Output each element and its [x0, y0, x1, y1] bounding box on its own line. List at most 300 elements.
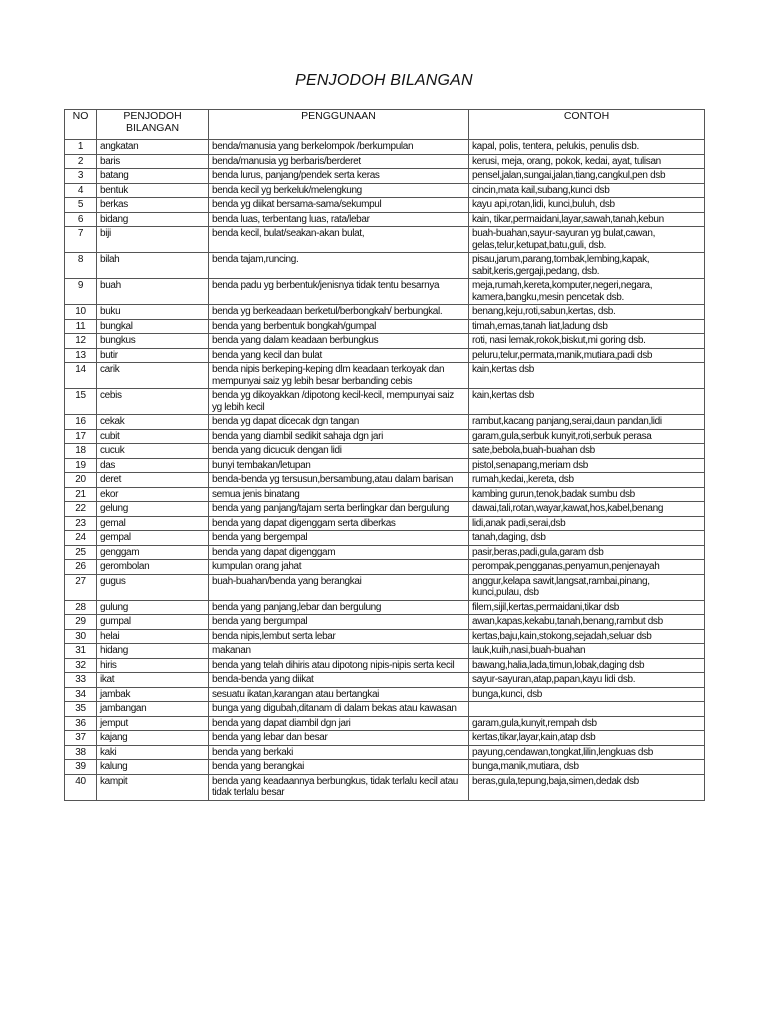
- penjodoh-cell-text: cucuk: [100, 445, 125, 456]
- penjodoh-cell-text: baris: [100, 155, 120, 167]
- row-number-text: 14: [75, 364, 86, 375]
- row-number-text: 1: [77, 141, 84, 152]
- penggunaan-cell-text: benda yang keadaannya berbungkus, tidak terlalu kecil atau tidak terlalu besar: [212, 775, 458, 798]
- table-row: [65, 702, 705, 717]
- contoh-cell: [469, 502, 705, 517]
- penjodoh-cell: [97, 502, 209, 517]
- row-number-text: 24: [75, 532, 86, 543]
- table-row: [65, 531, 705, 546]
- penggunaan-cell: [209, 140, 469, 155]
- penjodoh-cell-text: cubit: [100, 430, 120, 442]
- penggunaan-cell-text: benda yang berkaki: [212, 746, 293, 758]
- row-number-text: 23: [75, 517, 86, 529]
- penjodoh-cell-text: butir: [100, 349, 118, 361]
- row-number: [65, 629, 97, 644]
- penggunaan-cell: [209, 473, 469, 488]
- penggunaan-cell: [209, 516, 469, 531]
- penggunaan-cell-text: makanan: [212, 645, 251, 656]
- penjodoh-cell: [97, 279, 209, 305]
- row-number-text: 11: [75, 320, 86, 332]
- penggunaan-cell-text: benda yang berbentuk bongkah/gumpal: [212, 320, 377, 332]
- table-row: [65, 774, 705, 800]
- contoh-cell-text: sayur-sayuran,atap,papan,kayu lidi dsb.: [472, 674, 636, 685]
- penggunaan-cell: [209, 253, 469, 279]
- row-number: [65, 415, 97, 430]
- penjodoh-cell-text: jemput: [100, 717, 128, 729]
- contoh-cell: [469, 716, 705, 731]
- penjodoh-cell: [97, 227, 209, 253]
- row-number: [65, 227, 97, 253]
- row-number: [65, 600, 97, 615]
- penjodoh-cell: [97, 458, 209, 473]
- penggunaan-cell-text: benda yg diikat bersama-sama/sekumpul: [212, 199, 382, 210]
- row-number-text: 35: [75, 703, 86, 714]
- row-number-text: 40: [75, 775, 86, 787]
- penjodoh-cell: [97, 687, 209, 702]
- penggunaan-cell: [209, 629, 469, 644]
- table-row: [65, 574, 705, 600]
- penggunaan-cell-text: benda-benda yg tersusun,bersambung,atau dalam barisan: [212, 474, 454, 485]
- table-body: [65, 140, 705, 801]
- contoh-cell: [469, 615, 705, 630]
- penjodoh-cell: [97, 253, 209, 279]
- row-number: [65, 574, 97, 600]
- row-number: [65, 487, 97, 502]
- contoh-cell: [469, 389, 705, 415]
- table-row: [65, 615, 705, 630]
- penggunaan-cell: [209, 644, 469, 659]
- penjodoh-bilangan-table: [64, 109, 705, 801]
- penjodoh-cell: [97, 473, 209, 488]
- contoh-cell: [469, 774, 705, 800]
- penjodoh-cell-text: kalung: [100, 761, 128, 772]
- penjodoh-cell-text: helai: [100, 630, 120, 642]
- penggunaan-cell: [209, 600, 469, 615]
- table-row: [65, 716, 705, 731]
- table-row: [65, 487, 705, 502]
- row-number: [65, 716, 97, 731]
- penggunaan-cell-text: benda yang kecil dan bulat: [212, 349, 322, 361]
- table-header-row: [65, 110, 705, 140]
- penggunaan-cell-text: benda yang lebar dan besar: [212, 732, 328, 743]
- contoh-cell: [469, 305, 705, 320]
- row-number-text: 28: [75, 601, 86, 613]
- row-number: [65, 279, 97, 305]
- contoh-cell-text: awan,kapas,kekabu,tanah,benang,rambut dsb: [472, 616, 663, 627]
- penjodoh-cell: [97, 183, 209, 198]
- contoh-cell: [469, 473, 705, 488]
- row-number: [65, 183, 97, 198]
- row-number: [65, 348, 97, 363]
- header-contoh: CONTOH: [469, 110, 705, 140]
- row-number: [65, 429, 97, 444]
- contoh-cell-text: tanah,daging, dsb: [472, 532, 546, 543]
- penggunaan-cell-text: benda yang dapat diambil dgn jari: [212, 717, 351, 729]
- header-no: NO: [65, 110, 97, 140]
- row-number-text: 39: [75, 761, 86, 772]
- penjodoh-cell: [97, 487, 209, 502]
- contoh-cell-text: rumah,kedai,,kereta, dsb: [472, 474, 574, 485]
- penjodoh-cell-text: bungkal: [100, 320, 133, 332]
- table-row: [65, 319, 705, 334]
- contoh-cell-text: filem,sijil,kertas,permaidani,tikar dsb: [472, 601, 619, 613]
- penjodoh-cell-text: bidang: [100, 213, 128, 225]
- contoh-cell: [469, 444, 705, 459]
- header-penjodoh-bilangan: PENJODOH BILANGAN: [97, 110, 209, 140]
- penggunaan-cell: [209, 687, 469, 702]
- penggunaan-cell-text: benda luas, terbentang luas, rata/lebar: [212, 213, 370, 225]
- contoh-cell: [469, 227, 705, 253]
- contoh-cell: [469, 458, 705, 473]
- table-row: [65, 600, 705, 615]
- table-row: [65, 545, 705, 560]
- row-number: [65, 198, 97, 213]
- row-number: [65, 253, 97, 279]
- row-number-text: 16: [75, 416, 86, 427]
- contoh-cell-text: meja,rumah,kereta,komputer,negeri,negara, kamera,bangku,mesin pencetak dsb.: [472, 280, 653, 303]
- penggunaan-cell-text: benda yang bergempal: [212, 532, 308, 543]
- row-number-text: 21: [75, 488, 86, 500]
- penggunaan-cell: [209, 279, 469, 305]
- table-row: [65, 429, 705, 444]
- penggunaan-cell-text: benda yang dalam keadaan berbungkus: [212, 335, 379, 346]
- row-number-text: 32: [75, 659, 86, 671]
- penggunaan-cell: [209, 502, 469, 517]
- contoh-cell-text: pasir,beras,padi,gula,garam dsb: [472, 546, 604, 558]
- penggunaan-cell-text: benda yg berkeadaan berketul/berbongkah/ berbungkal.: [212, 306, 443, 317]
- penggunaan-cell-text: benda yang dapat digenggam serta diberkas: [212, 517, 396, 529]
- contoh-cell-text: buah-buahan,sayur-sayuran yg bulat,cawan, gelas,telur,ketupat,batu,guli, dsb.: [472, 228, 655, 251]
- penggunaan-cell: [209, 319, 469, 334]
- penjodoh-cell: [97, 745, 209, 760]
- penggunaan-cell: [209, 560, 469, 575]
- penjodoh-cell: [97, 169, 209, 184]
- penjodoh-cell-text: cekak: [100, 416, 125, 427]
- table-row: [65, 644, 705, 659]
- row-number-text: 31: [75, 645, 86, 656]
- contoh-cell: [469, 334, 705, 349]
- row-number-text: 4: [77, 184, 84, 196]
- penggunaan-cell: [209, 183, 469, 198]
- penggunaan-cell-text: benda yang telah dihiris atau dipotong nipis-nipis serta kecil: [212, 659, 455, 671]
- row-number-text: 10: [75, 306, 86, 317]
- penjodoh-cell: [97, 334, 209, 349]
- penggunaan-cell-text: benda nipis berkeping-keping dlm keadaan terkoyak dan mempunyai saiz yg lebih besar berbanding cebis: [212, 364, 445, 387]
- penjodoh-cell-text: carik: [100, 364, 120, 375]
- contoh-cell: [469, 198, 705, 213]
- penggunaan-cell: [209, 731, 469, 746]
- penjodoh-cell: [97, 212, 209, 227]
- table-row: [65, 760, 705, 775]
- penggunaan-cell: [209, 227, 469, 253]
- penjodoh-cell-text: jambak: [100, 688, 131, 700]
- contoh-cell-text: benang,keju,roti,sabun,kertas, dsb.: [472, 306, 616, 317]
- penggunaan-cell: [209, 415, 469, 430]
- row-number-text: 34: [75, 688, 86, 700]
- penggunaan-cell: [209, 444, 469, 459]
- contoh-cell-text: kain, tikar,permaidani,layar,sawah,tanah,kebun: [472, 213, 664, 225]
- penggunaan-cell-text: benda yang berangkai: [212, 761, 304, 772]
- penjodoh-cell-text: deret: [100, 474, 122, 485]
- penjodoh-cell-text: gugus: [100, 575, 126, 587]
- row-number: [65, 658, 97, 673]
- contoh-cell-text: kain,kertas dsb: [472, 390, 535, 401]
- penggunaan-cell: [209, 169, 469, 184]
- table-row: [65, 458, 705, 473]
- penggunaan-cell: [209, 348, 469, 363]
- penggunaan-cell-text: benda yang dapat digenggam: [212, 546, 336, 558]
- penjodoh-cell: [97, 348, 209, 363]
- penjodoh-cell: [97, 545, 209, 560]
- row-number: [65, 319, 97, 334]
- contoh-cell: [469, 702, 705, 717]
- row-number: [65, 305, 97, 320]
- table-row: [65, 629, 705, 644]
- row-number: [65, 545, 97, 560]
- penggunaan-cell: [209, 658, 469, 673]
- penggunaan-cell: [209, 545, 469, 560]
- penggunaan-cell: [209, 212, 469, 227]
- penggunaan-cell-text: benda/manusia yang berkelompok /berkumpulan: [212, 141, 414, 152]
- row-number-text: 12: [75, 335, 86, 346]
- contoh-cell-text: peluru,telur,permata,manik,mutiara,padi dsb: [472, 349, 653, 361]
- row-number: [65, 473, 97, 488]
- row-number: [65, 140, 97, 155]
- row-number-text: 22: [75, 503, 86, 514]
- row-number: [65, 745, 97, 760]
- contoh-cell-text: kapal, polis, tentera, pelukis, penulis dsb.: [472, 141, 639, 152]
- penggunaan-cell-text: buah-buahan/benda yang berangkai: [212, 575, 362, 587]
- penjodoh-cell-text: gerombolan: [100, 561, 150, 572]
- row-number: [65, 644, 97, 659]
- penjodoh-cell-text: hidang: [100, 645, 128, 656]
- contoh-cell-text: bunga,kunci, dsb: [472, 688, 543, 700]
- penjodoh-cell: [97, 154, 209, 169]
- penjodoh-cell-text: biji: [100, 228, 111, 239]
- contoh-cell-text: lauk,kuih,nasi,buah-buahan: [472, 645, 586, 656]
- penjodoh-cell: [97, 644, 209, 659]
- penggunaan-cell-text: bunyi tembakan/letupan: [212, 459, 311, 471]
- penjodoh-cell-text: hiris: [100, 659, 117, 671]
- contoh-cell: [469, 629, 705, 644]
- penjodoh-cell: [97, 305, 209, 320]
- penjodoh-cell: [97, 531, 209, 546]
- penjodoh-cell: [97, 560, 209, 575]
- contoh-cell: [469, 363, 705, 389]
- row-number-text: 26: [75, 561, 86, 572]
- penjodoh-cell: [97, 429, 209, 444]
- row-number: [65, 212, 97, 227]
- penggunaan-cell: [209, 716, 469, 731]
- penjodoh-cell: [97, 658, 209, 673]
- row-number-text: 15: [75, 390, 86, 401]
- penjodoh-cell: [97, 389, 209, 415]
- penggunaan-cell-text: benda kecil, bulat/seakan-akan bulat,: [212, 228, 365, 239]
- penjodoh-cell: [97, 702, 209, 717]
- contoh-cell-text: payung,cendawan,tongkat,lilin,lengkuas dsb: [472, 746, 653, 758]
- penjodoh-cell-text: kampit: [100, 775, 128, 787]
- table-row: [65, 279, 705, 305]
- penjodoh-cell-text: gumpal: [100, 616, 131, 627]
- penggunaan-cell-text: benda kecil yg berkeluk/melengkung: [212, 184, 362, 196]
- table-row: [65, 212, 705, 227]
- penjodoh-cell: [97, 731, 209, 746]
- penggunaan-cell: [209, 389, 469, 415]
- row-number-text: 6: [77, 213, 84, 225]
- penjodoh-cell-text: gempal: [100, 532, 131, 543]
- contoh-cell-text: lidi,anak padi,serai,dsb: [472, 517, 566, 529]
- row-number: [65, 169, 97, 184]
- row-number-text: 38: [75, 746, 86, 758]
- penggunaan-cell-text: benda yang bergumpal: [212, 616, 308, 627]
- penjodoh-cell: [97, 600, 209, 615]
- contoh-cell: [469, 545, 705, 560]
- penjodoh-cell: [97, 319, 209, 334]
- row-number: [65, 154, 97, 169]
- table-row: [65, 305, 705, 320]
- contoh-cell: [469, 745, 705, 760]
- row-number: [65, 531, 97, 546]
- penjodoh-cell-text: gulung: [100, 601, 128, 613]
- row-number-text: 13: [75, 349, 86, 361]
- row-number: [65, 334, 97, 349]
- contoh-cell-text: sate,bebola,buah-buahan dsb: [472, 445, 595, 456]
- penggunaan-cell-text: bunga yang digubah,ditanam di dalam bekas atau kawasan: [212, 703, 457, 714]
- contoh-cell: [469, 658, 705, 673]
- table-row: [65, 731, 705, 746]
- penggunaan-cell: [209, 334, 469, 349]
- penjodoh-cell-text: bentuk: [100, 184, 128, 196]
- table-row: [65, 334, 705, 349]
- table-row: [65, 673, 705, 688]
- contoh-cell-text: pisau,jarum,parang,tombak,lembing,kapak, sabit,keris,gergaji,pedang, dsb.: [472, 254, 650, 277]
- contoh-cell-text: bawang,halia,lada,timun,lobak,daging dsb: [472, 659, 645, 671]
- penjodoh-cell-text: buku: [100, 306, 121, 317]
- table-row: [65, 658, 705, 673]
- contoh-cell-text: roti, nasi lemak,rokok,biskut,mi goring dsb.: [472, 335, 646, 346]
- contoh-cell: [469, 348, 705, 363]
- table-row: [65, 198, 705, 213]
- contoh-cell: [469, 319, 705, 334]
- row-number: [65, 458, 97, 473]
- table-row: [65, 154, 705, 169]
- contoh-cell-text: anggur,kelapa sawit,langsat,rambai,pinang, kunci,pulau, dsb: [472, 575, 650, 598]
- penjodoh-cell: [97, 716, 209, 731]
- contoh-cell-text: rambut,kacang panjang,serai,daun pandan,lidi: [472, 416, 662, 427]
- contoh-cell-text: bunga,manik,mutiara, dsb: [472, 761, 579, 772]
- row-number-text: 19: [75, 459, 86, 471]
- row-number: [65, 502, 97, 517]
- contoh-cell: [469, 253, 705, 279]
- penggunaan-cell: [209, 673, 469, 688]
- penggunaan-cell: [209, 458, 469, 473]
- table-row: [65, 687, 705, 702]
- penjodoh-cell-text: das: [100, 459, 116, 471]
- table-row: [65, 444, 705, 459]
- row-number-text: 25: [75, 546, 86, 558]
- row-number-text: 8: [77, 254, 84, 265]
- contoh-cell-text: kambing gurun,tenok,badak sumbu dsb: [472, 488, 635, 500]
- contoh-cell-text: kain,kertas dsb: [472, 364, 535, 375]
- penjodoh-cell: [97, 444, 209, 459]
- table-row: [65, 227, 705, 253]
- contoh-cell: [469, 140, 705, 155]
- table-row: [65, 348, 705, 363]
- penjodoh-cell-text: genggam: [100, 546, 140, 558]
- penjodoh-cell-text: berkas: [100, 199, 128, 210]
- penggunaan-cell: [209, 363, 469, 389]
- penjodoh-cell-text: cebis: [100, 390, 122, 401]
- row-number: [65, 389, 97, 415]
- contoh-cell-text: kayu api,rotan,lidi, kunci,buluh, dsb: [472, 199, 615, 210]
- table-row: [65, 415, 705, 430]
- contoh-cell-text: garam,gula,kunyit,rempah dsb: [472, 717, 597, 729]
- row-number: [65, 615, 97, 630]
- table-row: [65, 745, 705, 760]
- penggunaan-cell: [209, 615, 469, 630]
- table-row: [65, 363, 705, 389]
- contoh-cell-text: garam,gula,serbuk kunyit,roti,serbuk perasa: [472, 430, 652, 442]
- contoh-cell: [469, 415, 705, 430]
- penggunaan-cell: [209, 198, 469, 213]
- contoh-cell-text: dawai,tali,rotan,wayar,kawat,hos,kabel,benang: [472, 503, 664, 514]
- table-row: [65, 516, 705, 531]
- penjodoh-cell: [97, 673, 209, 688]
- penggunaan-cell-text: benda yang diambil sedikit sahaja dgn jari: [212, 430, 383, 442]
- penjodoh-cell-text: buah: [100, 280, 121, 291]
- row-number: [65, 687, 97, 702]
- table-row: [65, 502, 705, 517]
- contoh-cell-text: pistol,senapang,meriam dsb: [472, 459, 588, 471]
- penggunaan-cell-text: semua jenis binatang: [212, 488, 300, 500]
- row-number: [65, 516, 97, 531]
- row-number: [65, 444, 97, 459]
- contoh-cell: [469, 560, 705, 575]
- row-number-text: 5: [77, 199, 84, 210]
- penggunaan-cell: [209, 574, 469, 600]
- penggunaan-cell: [209, 745, 469, 760]
- penjodoh-cell-text: bilah: [100, 254, 120, 265]
- row-number-text: 17: [75, 430, 86, 442]
- penggunaan-cell-text: benda padu yg berbentuk/jenisnya tidak tentu besarnya: [212, 280, 440, 291]
- row-number-text: 37: [75, 732, 86, 743]
- penjodoh-cell-text: ikat: [100, 674, 115, 685]
- penggunaan-cell: [209, 702, 469, 717]
- penggunaan-cell: [209, 154, 469, 169]
- row-number-text: 20: [75, 474, 86, 485]
- contoh-cell: [469, 531, 705, 546]
- penjodoh-cell-text: kajang: [100, 732, 128, 743]
- penggunaan-cell: [209, 774, 469, 800]
- row-number: [65, 560, 97, 575]
- penggunaan-cell-text: benda nipis,lembut serta lebar: [212, 630, 336, 642]
- contoh-cell: [469, 673, 705, 688]
- table-row: [65, 389, 705, 415]
- row-number: [65, 673, 97, 688]
- contoh-cell-text: beras,gula,tepung,baja,simen,dedak dsb: [472, 775, 639, 787]
- table-row: [65, 169, 705, 184]
- contoh-cell-text: cincin,mata kail,subang,kunci dsb: [472, 184, 610, 196]
- row-number-text: 9: [77, 280, 84, 291]
- penggunaan-cell: [209, 429, 469, 444]
- penjodoh-cell: [97, 198, 209, 213]
- penjodoh-cell-text: gemal: [100, 517, 126, 529]
- penjodoh-cell-text: angkatan: [100, 141, 139, 152]
- row-number: [65, 702, 97, 717]
- penjodoh-cell-text: ekor: [100, 488, 119, 500]
- contoh-cell: [469, 731, 705, 746]
- table-row: [65, 560, 705, 575]
